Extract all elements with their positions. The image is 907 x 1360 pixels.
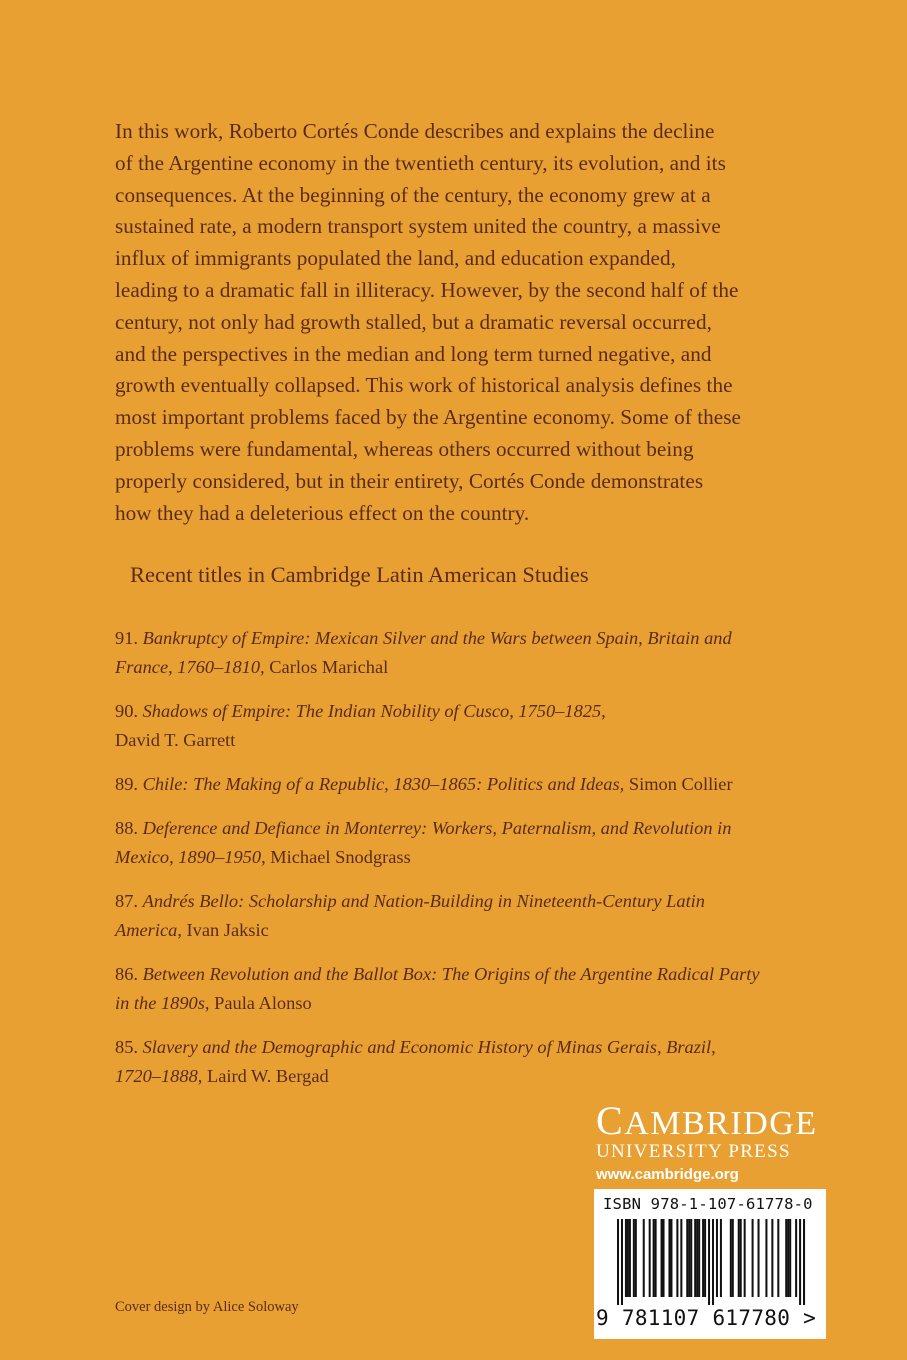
title-italic: Shadows of Empire: The Indian Nobility of Cusco, 1750–1825 [142,701,602,721]
title-italic: France, 1760–1810, [115,657,265,677]
publisher-name-initial: C [596,1098,625,1143]
title-author: , [601,701,606,721]
title-entry [115,960,815,1018]
title-entry [115,814,815,872]
title-number: 89. [115,774,143,794]
title-line [115,960,815,989]
description-line: century, not only had growth stalled, but a dramatic reversal occurred, [115,309,712,334]
title-line [115,989,815,1018]
recent-titles-heading: Recent titles in Cambridge Latin American Studies [130,562,589,587]
title-italic: Between Revolution and the Ballot Box: The Origins of the Argentine Radical Party [142,964,760,984]
title-line [115,726,815,755]
book-description [115,116,805,529]
barcode-bar [744,1219,746,1297]
title-italic: Deference and Defiance in Monterrey: Workers, Paternalism, and Revolution in [142,818,732,838]
barcode-bar [771,1219,773,1297]
title-line [115,1062,815,1091]
barcode-bar [676,1219,678,1297]
title-number: 90. [115,701,143,721]
barcode-bar [702,1219,704,1297]
title-line [115,814,815,843]
title-number: 91. [115,628,143,648]
barcode-bar [694,1219,696,1297]
barcode-bars [603,1219,809,1305]
barcode-bar [758,1219,760,1297]
cover-design-credit: Cover design by Alice Soloway [115,1299,299,1315]
barcode-bar [629,1219,631,1297]
barcode-bar [720,1219,722,1297]
barcode-bar [680,1219,682,1297]
title-italic: Mexico, 1890–1950 [115,847,262,867]
title-italic: America [115,920,178,940]
title-line [115,916,815,945]
description-line: sustained rate, a modern transport system united the country, a massive [115,214,721,239]
barcode-bar [621,1219,623,1305]
description-line: problems were fundamental, whereas others occurred without being [115,436,694,461]
title-author: , Michael Snodgrass [261,847,411,867]
barcode-bar [752,1219,754,1297]
title-author: Carlos Marichal [264,657,389,677]
barcode-bar [663,1219,665,1297]
barcode-bar [670,1219,672,1297]
barcode-bar [633,1219,635,1297]
isbn-label: ISBN 978-1-107-61778-0 [603,1195,813,1213]
barcode-bar [795,1219,797,1297]
barcode-bar [627,1219,629,1297]
barcode-bar [698,1219,700,1297]
barcode-bar [765,1219,767,1297]
title-entry [115,887,815,945]
title-number: 88. [115,818,143,838]
description-line: properly considered, but in their entirety, Cortés Conde demonstrates [115,468,704,493]
recent-titles-list [115,624,815,1106]
barcode-bar [617,1219,619,1305]
publisher-subtitle: UNIVERSITY PRESS [596,1141,791,1162]
barcode-bar [789,1219,791,1297]
barcode-bar [704,1219,706,1297]
title-author: , Paula Alonso [204,993,312,1013]
barcode-bar [738,1219,740,1297]
publisher-url: www.cambridge.org [596,1166,739,1183]
barcode-bar [787,1219,789,1297]
title-number: 86. [115,964,143,984]
barcode-bar [643,1219,645,1297]
barcode-bar [712,1219,714,1305]
barcode-bar [777,1219,779,1297]
barcode-bar [696,1219,698,1297]
title-line [115,697,815,726]
barcode-bar [625,1219,627,1297]
title-line [115,843,815,872]
title-italic: 1720–1888 [115,1066,198,1086]
description-line: of the Argentine economy in the twentieth century, its evolution, and its [115,150,726,175]
title-italic: in the 1890s [115,993,205,1013]
barcode-bar [799,1219,801,1305]
description-line: consequences. At the beginning of the century, the economy grew at a [115,182,711,207]
barcode-bar [708,1219,710,1305]
description-line: most important problems faced by the Argentine economy. Some of these [115,405,741,430]
title-line [115,624,815,653]
barcode-bar [661,1219,663,1297]
barcode-bar [732,1219,734,1297]
barcode-bar [730,1219,732,1297]
barcode-bar [690,1219,692,1297]
title-author: David T. Garrett [115,730,236,750]
publisher-name-rest: AMBRIDGE [624,1105,818,1142]
publisher-logo [596,1098,826,1185]
description-line: and the perspectives in the median and long term turned negative, and [115,341,712,366]
barcode-bar [785,1219,787,1297]
title-line [115,1033,815,1062]
description-line: growth eventually collapsed. This work of historical analysis defines the [115,373,733,398]
description-line: how they had a deleterious effect on the country. [115,500,530,525]
publisher-name [596,1098,826,1143]
title-entry [115,697,815,755]
title-author: Simon Collier [624,774,733,794]
title-author: , Ivan Jaksic [177,920,269,940]
barcode-bar [635,1219,637,1297]
barcode-bar [668,1219,670,1297]
barcode-bar [688,1219,690,1297]
title-line [115,770,815,799]
description-line: influx of immigrants populated the land, and education expanded, [115,246,676,271]
title-author: , Laird W. Bergad [197,1066,329,1086]
title-entry [115,1033,815,1091]
barcode-bar [716,1219,718,1297]
title-number: 85. [115,1037,143,1057]
description-line: leading to a dramatic fall in illiteracy. However, by the second half of the [115,277,739,302]
title-entry [115,770,815,799]
barcode-bar [686,1219,688,1297]
barcode-bar [653,1219,655,1297]
title-line [115,887,815,916]
isbn-barcode [594,1189,826,1339]
title-italic: Bankruptcy of Empire: Mexican Silver and the Wars between Spain, Britain and [142,628,732,648]
title-line [115,653,815,682]
barcode-bar [649,1219,651,1297]
title-italic: Andrés Bello: Scholarship and Nation-Building in Nineteenth-Century Latin [142,891,705,911]
barcode-bar [655,1219,657,1297]
title-number: 87. [115,891,143,911]
barcode-bar [740,1219,742,1297]
title-entry [115,624,815,682]
title-italic: Chile: The Making of a Republic, 1830–1865: Politics and Ideas, [142,774,625,794]
description-line: In this work, Roberto Cortés Conde describes and explains the decline [115,119,715,143]
ean-digits: 9 781107 617780 > [596,1306,817,1330]
barcode-bar [803,1219,805,1305]
title-italic: Slavery and the Demographic and Economic History of Minas Gerais, Brazil, [142,1037,716,1057]
